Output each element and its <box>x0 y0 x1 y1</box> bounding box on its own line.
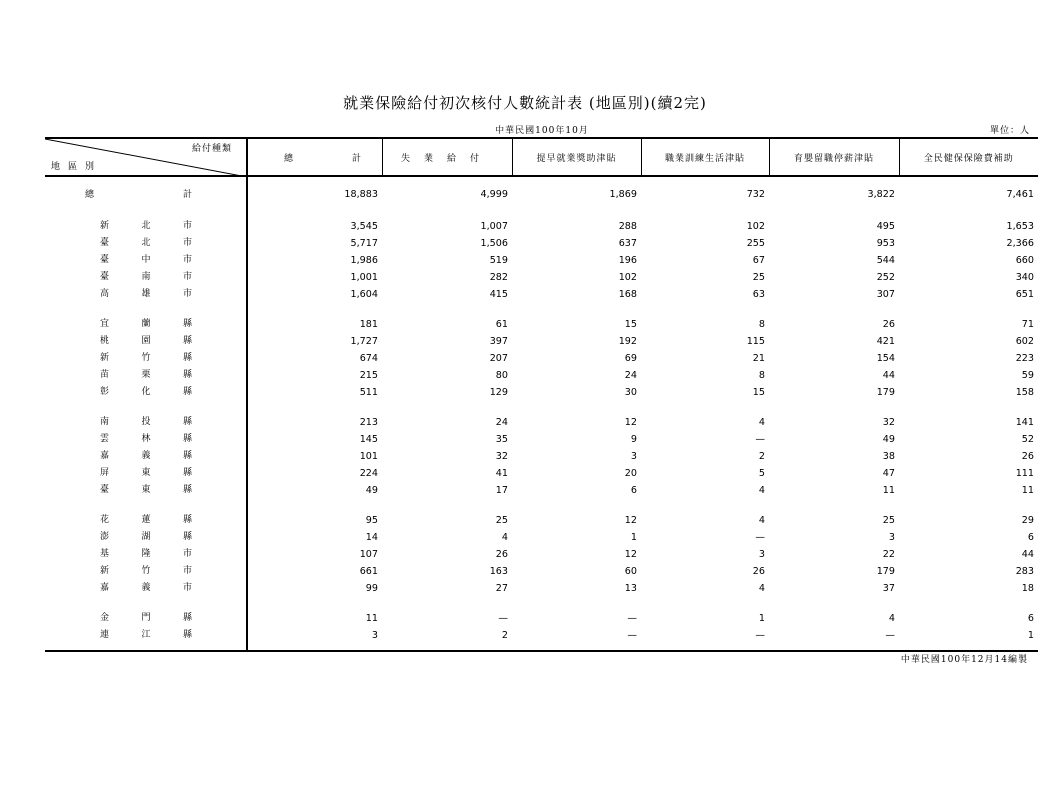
value-cell: 71 <box>1021 319 1034 330</box>
value-cell: — <box>755 630 765 641</box>
region-cell: 雲林縣 <box>45 431 247 448</box>
region-cell: 宜蘭縣 <box>45 316 247 333</box>
col-header-unemployment: 失業給付 <box>382 138 512 176</box>
region-cell: 嘉義縣 <box>45 448 247 465</box>
value-cell: 4 <box>888 613 895 624</box>
value-cell: 3 <box>630 451 637 462</box>
value-cell: 192 <box>618 336 637 347</box>
spacer-row <box>45 499 1038 512</box>
corner-header-cell <box>45 138 247 176</box>
value-cell: 1,604 <box>350 289 378 300</box>
value-cell: 213 <box>359 417 378 428</box>
value-cell: 1,869 <box>609 189 637 200</box>
value-cell: 15 <box>624 319 637 330</box>
region-cell: 臺北市 <box>45 235 247 252</box>
col-header-vocational-training: 職業訓練生活津貼 <box>641 138 769 176</box>
value-cell: — <box>885 630 895 641</box>
value-cell: 158 <box>1015 387 1034 398</box>
value-cell: 2,366 <box>1006 238 1034 249</box>
table-row <box>45 384 1038 401</box>
value-cell: 25 <box>752 272 765 283</box>
value-cell: 141 <box>1015 417 1034 428</box>
value-cell: 67 <box>752 255 765 266</box>
value-cell: 661 <box>359 566 378 577</box>
col-header-total: 總 計 <box>247 138 382 176</box>
table-row <box>45 448 1038 465</box>
value-cell: 602 <box>1015 336 1034 347</box>
spacer-row <box>45 176 1038 185</box>
table-row <box>45 431 1038 448</box>
value-cell: 99 <box>365 583 378 594</box>
value-cell: 283 <box>1015 566 1034 577</box>
value-cell: 4,999 <box>480 189 508 200</box>
value-cell: 1 <box>630 532 637 543</box>
value-cell: 35 <box>495 434 508 445</box>
value-cell: 421 <box>876 336 895 347</box>
value-cell: 52 <box>1021 434 1034 445</box>
value-cell: 3,545 <box>350 221 378 232</box>
table-row <box>45 350 1038 367</box>
value-cell: 4 <box>758 583 765 594</box>
value-cell: 495 <box>876 221 895 232</box>
compiled-date: 中華民國100年12月14編製 <box>900 655 1028 665</box>
value-cell: — <box>755 532 765 543</box>
value-cell: 5 <box>758 468 765 479</box>
table-row <box>45 218 1038 235</box>
region-cell: 基隆市 <box>45 546 247 563</box>
value-cell: 224 <box>359 468 378 479</box>
table-row <box>45 414 1038 431</box>
value-cell: 63 <box>752 289 765 300</box>
table-row <box>45 627 1038 644</box>
value-cell: 17 <box>495 485 508 496</box>
value-cell: 732 <box>746 189 765 200</box>
value-cell: 154 <box>876 353 895 364</box>
table-row <box>45 529 1038 546</box>
value-cell: 145 <box>359 434 378 445</box>
value-cell: 49 <box>365 485 378 496</box>
col-header-parental-leave: 育嬰留職停薪津貼 <box>769 138 899 176</box>
spacer-row <box>45 205 1038 218</box>
value-cell: 26 <box>882 319 895 330</box>
spacer-row <box>45 597 1038 610</box>
region-cell: 連江縣 <box>45 627 247 644</box>
value-cell: 111 <box>1015 468 1034 479</box>
value-cell: 44 <box>882 370 895 381</box>
page-title: 就業保險給付初次核付人數統計表 (地區別)(續2完) <box>343 94 707 112</box>
value-cell: 47 <box>882 468 895 479</box>
value-cell: 61 <box>495 319 508 330</box>
value-cell: 223 <box>1015 353 1034 364</box>
region-cell: 桃園縣 <box>45 333 247 350</box>
value-cell: 282 <box>489 272 508 283</box>
table-row <box>45 269 1038 286</box>
value-cell: 181 <box>359 319 378 330</box>
region-cell: 南投縣 <box>45 414 247 431</box>
value-cell: 252 <box>876 272 895 283</box>
value-cell: 660 <box>1015 255 1034 266</box>
value-cell: — <box>498 613 508 624</box>
value-cell: 6 <box>630 485 637 496</box>
value-cell: 4 <box>758 515 765 526</box>
region-cell: 彰化縣 <box>45 384 247 401</box>
region-cell: 新竹縣 <box>45 350 247 367</box>
value-cell: 20 <box>624 468 637 479</box>
value-cell: 1,986 <box>350 255 378 266</box>
value-cell: 3 <box>371 630 378 641</box>
value-cell: 59 <box>1021 370 1034 381</box>
value-cell: 674 <box>359 353 378 364</box>
value-cell: 32 <box>882 417 895 428</box>
value-cell: 6 <box>1027 613 1034 624</box>
table-row <box>45 286 1038 303</box>
value-cell: 1,007 <box>480 221 508 232</box>
total-row <box>45 185 1038 205</box>
value-cell: 651 <box>1015 289 1034 300</box>
region-cell: 新竹市 <box>45 563 247 580</box>
value-cell: 2 <box>501 630 508 641</box>
value-cell: 29 <box>1021 515 1034 526</box>
table-row <box>45 546 1038 563</box>
value-cell: 115 <box>746 336 765 347</box>
statistics-table <box>45 137 1038 652</box>
value-cell: 37 <box>882 583 895 594</box>
value-cell: — <box>627 630 637 641</box>
value-cell: 288 <box>618 221 637 232</box>
table-row <box>45 333 1038 350</box>
table-row <box>45 252 1038 269</box>
value-cell: 11 <box>365 613 378 624</box>
value-cell: 12 <box>624 549 637 560</box>
table-row <box>45 316 1038 333</box>
value-cell: 4 <box>758 485 765 496</box>
table-row <box>45 563 1038 580</box>
value-cell: 18,883 <box>344 189 378 200</box>
value-cell: 14 <box>365 532 378 543</box>
value-cell: 101 <box>359 451 378 462</box>
value-cell: 1,001 <box>350 272 378 283</box>
value-cell: 25 <box>495 515 508 526</box>
value-cell: 163 <box>489 566 508 577</box>
value-cell: 168 <box>618 289 637 300</box>
value-cell: 255 <box>746 238 765 249</box>
col-header-early-reemployment: 提早就業獎助津貼 <box>512 138 641 176</box>
value-cell: 544 <box>876 255 895 266</box>
value-cell: 107 <box>359 549 378 560</box>
region-cell: 高雄市 <box>45 286 247 303</box>
value-cell: 41 <box>495 468 508 479</box>
table-row <box>45 235 1038 252</box>
value-cell: 26 <box>752 566 765 577</box>
value-cell: 95 <box>365 515 378 526</box>
value-cell: 2 <box>758 451 765 462</box>
value-cell: 80 <box>495 370 508 381</box>
value-cell: 953 <box>876 238 895 249</box>
value-cell: 26 <box>1021 451 1034 462</box>
table-row <box>45 367 1038 384</box>
value-cell: 1 <box>758 613 765 624</box>
value-cell: 397 <box>489 336 508 347</box>
region-label: 地區別 <box>51 162 103 172</box>
value-cell: 12 <box>624 417 637 428</box>
value-cell: 13 <box>624 583 637 594</box>
value-cell: 26 <box>495 549 508 560</box>
value-cell: 30 <box>624 387 637 398</box>
benefit-type-label: 給付種類 <box>191 144 232 154</box>
value-cell: 18 <box>1021 583 1034 594</box>
value-cell: 102 <box>746 221 765 232</box>
table-row <box>45 580 1038 597</box>
value-cell: 24 <box>624 370 637 381</box>
region-cell: 新北市 <box>45 218 247 235</box>
value-cell: 12 <box>624 515 637 526</box>
value-cell: 25 <box>882 515 895 526</box>
table-header-row <box>45 138 1038 176</box>
value-cell: 24 <box>495 417 508 428</box>
value-cell: — <box>755 434 765 445</box>
value-cell: 8 <box>758 370 765 381</box>
region-cell: 臺南市 <box>45 269 247 286</box>
value-cell: 8 <box>758 319 765 330</box>
value-cell: 1 <box>1027 630 1034 641</box>
value-cell: 6 <box>1027 532 1034 543</box>
value-cell: 1,727 <box>350 336 378 347</box>
value-cell: — <box>627 613 637 624</box>
value-cell: 15 <box>752 387 765 398</box>
value-cell: 7,461 <box>1006 189 1034 200</box>
value-cell: 196 <box>618 255 637 266</box>
value-cell: 102 <box>618 272 637 283</box>
value-cell: 3 <box>888 532 895 543</box>
value-cell: 21 <box>752 353 765 364</box>
value-cell: 207 <box>489 353 508 364</box>
value-cell: 69 <box>624 353 637 364</box>
value-cell: 637 <box>618 238 637 249</box>
value-cell: 340 <box>1015 272 1034 283</box>
unit-label: 單位：人 <box>989 126 1030 136</box>
value-cell: 32 <box>495 451 508 462</box>
region-cell: 澎湖縣 <box>45 529 247 546</box>
spacer-row <box>45 644 1038 651</box>
table-row <box>45 610 1038 627</box>
value-cell: 9 <box>630 434 637 445</box>
value-cell: 38 <box>882 451 895 462</box>
value-cell: 60 <box>624 566 637 577</box>
region-cell: 嘉義市 <box>45 580 247 597</box>
value-cell: 3 <box>758 549 765 560</box>
table-row <box>45 465 1038 482</box>
table-row <box>45 482 1038 499</box>
value-cell: 307 <box>876 289 895 300</box>
spacer-row <box>45 303 1038 316</box>
value-cell: 11 <box>1021 485 1034 496</box>
value-cell: 11 <box>882 485 895 496</box>
value-cell: 129 <box>489 387 508 398</box>
value-cell: 49 <box>882 434 895 445</box>
value-cell: 519 <box>489 255 508 266</box>
value-cell: 511 <box>359 387 378 398</box>
spacer-row <box>45 401 1038 414</box>
value-cell: 215 <box>359 370 378 381</box>
value-cell: 415 <box>489 289 508 300</box>
region-cell: 屏東縣 <box>45 465 247 482</box>
value-cell: 4 <box>501 532 508 543</box>
region-cell: 金門縣 <box>45 610 247 627</box>
table-row <box>45 512 1038 529</box>
region-cell: 花蓮縣 <box>45 512 247 529</box>
value-cell: 1,653 <box>1006 221 1034 232</box>
value-cell: 3,822 <box>867 189 895 200</box>
region-cell: 臺東縣 <box>45 482 247 499</box>
value-cell: 179 <box>876 387 895 398</box>
value-cell: 22 <box>882 549 895 560</box>
region-cell: 總計 <box>45 185 247 205</box>
region-cell: 苗栗縣 <box>45 367 247 384</box>
report-period: 中華民國100年10月 <box>495 126 589 136</box>
value-cell: 44 <box>1021 549 1034 560</box>
col-header-health-insurance: 全民健保保險費補助 <box>899 138 1038 176</box>
value-cell: 179 <box>876 566 895 577</box>
value-cell: 5,717 <box>350 238 378 249</box>
value-cell: 4 <box>758 417 765 428</box>
value-cell: 27 <box>495 583 508 594</box>
value-cell: 1,506 <box>480 238 508 249</box>
region-cell: 臺中市 <box>45 252 247 269</box>
